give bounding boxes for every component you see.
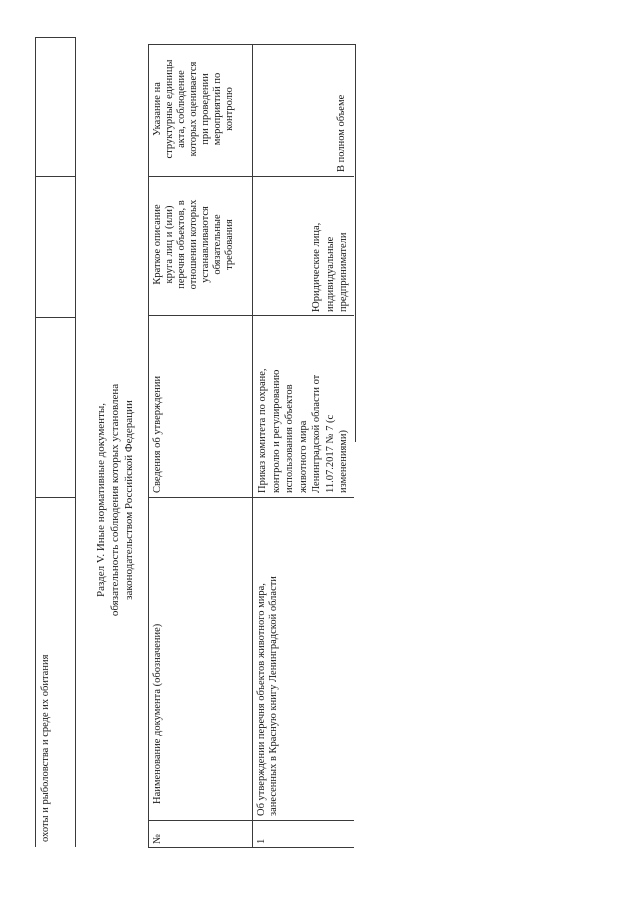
section-title-line-2: обязательность соблюдения которых установлена (109, 383, 121, 617)
row-1-approval (256, 368, 351, 493)
header-name: Наименование документа (обозначение) (152, 623, 163, 804)
header-units-line-4: которых оценивается (188, 61, 199, 157)
main-table-right-border (355, 44, 356, 442)
row-1-approval-line-5: Ленинградской области от (311, 374, 322, 493)
row-1-num: 1 (256, 838, 267, 844)
header-scope-line-4: отношении которых (188, 199, 199, 290)
top-table-left-border (35, 37, 36, 847)
col-divider-approval-name (148, 497, 354, 498)
header-scope-line-6: обязательные (212, 214, 223, 275)
row-1-approval-line-2: контролю и регулированию (270, 369, 282, 493)
row-1-units: В полном объеме (336, 94, 347, 172)
header-units-line-7: контролю (224, 87, 235, 131)
main-table-top-border (148, 44, 356, 45)
row-1-scope-line-2: индивидуальные (324, 236, 336, 312)
header-units-line-3: акта, соблюдение (176, 70, 187, 148)
row-1-name-line-2: занесенных в Красную книгу Ленинградской области (268, 576, 279, 816)
row-1-approval-line-6: 11.07.2017 № 7 (с (324, 414, 336, 493)
row-1-approval-line-7: изменениями) (338, 429, 349, 493)
row-1-scope (310, 223, 351, 312)
header-units-line-1: Указание на (152, 82, 163, 136)
header-num: № (152, 833, 163, 844)
header-units-line-5: при проведении (200, 73, 211, 145)
row-1-name-line-1: Об утверждении перечня объектов животного мира, (256, 583, 267, 816)
row-1-name (256, 576, 280, 816)
main-table-header-row-border (252, 44, 253, 847)
header-units (152, 46, 236, 172)
row-1-approval-line-3: использования объектов (284, 384, 295, 493)
top-table-divider-1 (35, 176, 76, 177)
header-scope-line-1: Краткое описание (152, 204, 163, 285)
header-scope-line-5: устанавливаются (200, 206, 211, 283)
header-scope-line-2: круга лиц и (или) (164, 205, 175, 284)
section-title (94, 300, 136, 700)
row-1-approval-line-4: животного мира (297, 420, 309, 493)
header-units-line-2: структурные единицы (164, 59, 175, 159)
header-scope-line-7: требования (224, 219, 235, 270)
top-table-row-text: охоты и рыболовства и среде их обитания (40, 654, 51, 842)
top-table-divider-2 (35, 317, 76, 318)
main-table-left-border (148, 44, 149, 847)
top-table-top-border (35, 37, 76, 38)
row-1-scope-line-3: предприниматели (338, 232, 349, 312)
top-table-divider-3 (35, 497, 76, 498)
top-table-right-border (75, 37, 76, 847)
header-scope (152, 177, 236, 312)
row-1-scope-line-1: Юридические лица, (311, 222, 322, 312)
section-title-line-3: законодательством Российской Федерации (123, 400, 135, 600)
section-title-line-1: Раздел V. Иные нормативные документы, (95, 402, 107, 598)
header-scope-line-3: перечня объектов, в (176, 200, 187, 289)
col-divider-scope-approval (148, 315, 354, 316)
col-divider-name-num (148, 820, 354, 821)
main-table-bottom-border (148, 847, 354, 848)
header-units-line-6: мероприятий по (212, 72, 223, 146)
header-approval: Сведения об утверждении (152, 375, 163, 493)
row-1-approval-line-1: Приказ комитета по охране, (257, 368, 268, 493)
